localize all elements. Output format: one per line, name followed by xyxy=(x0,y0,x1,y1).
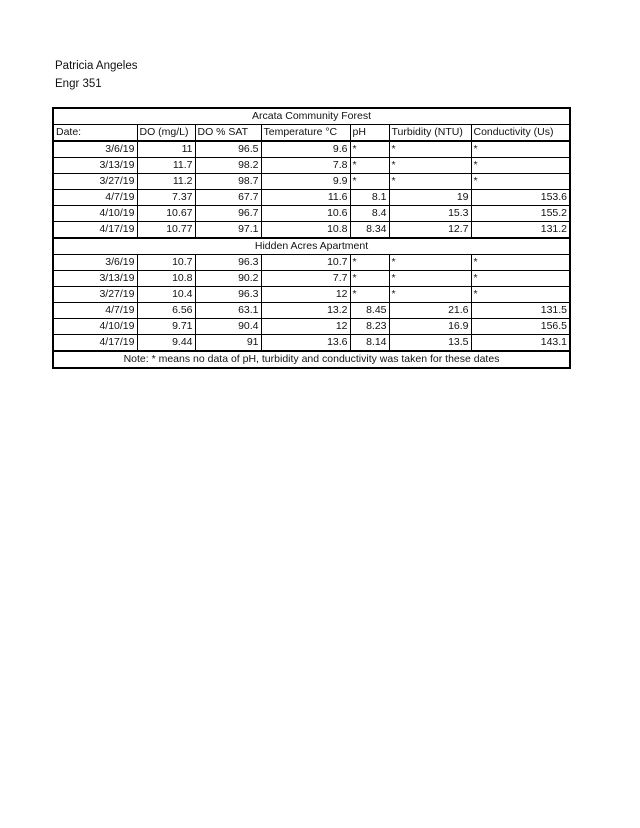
cell-do-sat: 90.4 xyxy=(195,319,261,335)
cell-do-mgl: 6.56 xyxy=(137,303,195,319)
cell-turbidity: * xyxy=(389,174,471,190)
cell-temperature: 10.7 xyxy=(261,255,350,271)
cell-do-sat: 96.3 xyxy=(195,255,261,271)
cell-ph: 8.45 xyxy=(350,303,389,319)
column-header-ph: pH xyxy=(350,125,389,142)
cell-do-sat: 91 xyxy=(195,335,261,352)
cell-temperature: 12 xyxy=(261,319,350,335)
cell-turbidity: 19 xyxy=(389,190,471,206)
cell-do-mgl: 10.4 xyxy=(137,287,195,303)
cell-conductivity: 155.2 xyxy=(471,206,570,222)
cell-temperature: 9.6 xyxy=(261,141,350,158)
table-row xyxy=(53,222,570,239)
cell-ph: 8.1 xyxy=(350,190,389,206)
section-title: Hidden Acres Apartment xyxy=(53,238,570,255)
cell-do-mgl: 10.77 xyxy=(137,222,195,239)
section-title: Arcata Community Forest xyxy=(53,108,570,125)
cell-ph: 8.34 xyxy=(350,222,389,239)
cell-temperature: 11.6 xyxy=(261,190,350,206)
cell-conductivity: 153.6 xyxy=(471,190,570,206)
cell-turbidity: * xyxy=(389,141,471,158)
table-row xyxy=(53,206,570,222)
note-row xyxy=(53,351,570,368)
column-header-temperature: Temperature °C xyxy=(261,125,350,142)
cell-do-sat: 98.2 xyxy=(195,158,261,174)
table-note: Note: * means no data of pH, turbidity and conductivity was taken for these dates xyxy=(53,351,570,368)
cell-conductivity: 156.5 xyxy=(471,319,570,335)
cell-temperature: 7.7 xyxy=(261,271,350,287)
cell-turbidity: * xyxy=(389,255,471,271)
cell-do-sat: 90.2 xyxy=(195,271,261,287)
cell-date: 4/7/19 xyxy=(53,190,137,206)
table-row xyxy=(53,303,570,319)
table-row xyxy=(53,255,570,271)
cell-turbidity: * xyxy=(389,158,471,174)
column-header-date: Date: xyxy=(53,125,137,142)
column-header-do-sat: DO % SAT xyxy=(195,125,261,142)
cell-conductivity: * xyxy=(471,174,570,190)
cell-conductivity: * xyxy=(471,255,570,271)
table-row xyxy=(53,287,570,303)
table-row xyxy=(53,141,570,158)
cell-do-sat: 97.1 xyxy=(195,222,261,239)
cell-do-sat: 96.5 xyxy=(195,141,261,158)
cell-do-mgl: 11.7 xyxy=(137,158,195,174)
cell-ph: * xyxy=(350,158,389,174)
cell-do-mgl: 10.8 xyxy=(137,271,195,287)
cell-do-sat: 96.3 xyxy=(195,287,261,303)
column-header-turbidity: Turbidity (NTU) xyxy=(389,125,471,142)
cell-do-mgl: 9.71 xyxy=(137,319,195,335)
table-row xyxy=(53,271,570,287)
cell-ph: * xyxy=(350,255,389,271)
table-body xyxy=(53,108,570,368)
column-header-row xyxy=(53,125,570,142)
cell-turbidity: 16.9 xyxy=(389,319,471,335)
cell-temperature: 7.8 xyxy=(261,158,350,174)
cell-do-sat: 98.7 xyxy=(195,174,261,190)
cell-do-sat: 67.7 xyxy=(195,190,261,206)
cell-date: 3/6/19 xyxy=(53,141,137,158)
cell-conductivity: * xyxy=(471,287,570,303)
cell-turbidity: * xyxy=(389,287,471,303)
cell-do-mgl: 9.44 xyxy=(137,335,195,352)
cell-turbidity: 12.7 xyxy=(389,222,471,239)
cell-temperature: 10.6 xyxy=(261,206,350,222)
cell-do-sat: 96.7 xyxy=(195,206,261,222)
table-row xyxy=(53,190,570,206)
cell-date: 3/13/19 xyxy=(53,158,137,174)
cell-ph: 8.4 xyxy=(350,206,389,222)
cell-ph: * xyxy=(350,287,389,303)
cell-conductivity: * xyxy=(471,158,570,174)
cell-date: 4/10/19 xyxy=(53,319,137,335)
water-quality-table xyxy=(52,107,571,369)
cell-turbidity: 13.5 xyxy=(389,335,471,352)
cell-date: 3/13/19 xyxy=(53,271,137,287)
cell-do-mgl: 10.67 xyxy=(137,206,195,222)
section-title-row xyxy=(53,108,570,125)
cell-date: 4/10/19 xyxy=(53,206,137,222)
cell-ph: * xyxy=(350,271,389,287)
section-title-row xyxy=(53,238,570,255)
author-name: Patricia Angeles xyxy=(55,60,138,72)
table-row xyxy=(53,319,570,335)
course-code: Engr 351 xyxy=(55,78,102,90)
cell-temperature: 10.8 xyxy=(261,222,350,239)
cell-conductivity: * xyxy=(471,141,570,158)
cell-do-mgl: 10.7 xyxy=(137,255,195,271)
table-row xyxy=(53,158,570,174)
column-header-conductivity: Conductivity (Us) xyxy=(471,125,570,142)
cell-date: 3/27/19 xyxy=(53,287,137,303)
cell-temperature: 13.2 xyxy=(261,303,350,319)
cell-temperature: 12 xyxy=(261,287,350,303)
column-header-do-mgl: DO (mg/L) xyxy=(137,125,195,142)
cell-turbidity: 21.6 xyxy=(389,303,471,319)
cell-do-mgl: 7.37 xyxy=(137,190,195,206)
cell-conductivity: 131.2 xyxy=(471,222,570,239)
cell-do-mgl: 11 xyxy=(137,141,195,158)
cell-date: 4/17/19 xyxy=(53,335,137,352)
cell-ph: 8.23 xyxy=(350,319,389,335)
cell-turbidity: 15.3 xyxy=(389,206,471,222)
table-row xyxy=(53,174,570,190)
cell-date: 4/7/19 xyxy=(53,303,137,319)
cell-ph: 8.14 xyxy=(350,335,389,352)
table-row xyxy=(53,335,570,352)
cell-do-sat: 63.1 xyxy=(195,303,261,319)
cell-conductivity: 143.1 xyxy=(471,335,570,352)
cell-turbidity: * xyxy=(389,271,471,287)
cell-temperature: 9.9 xyxy=(261,174,350,190)
cell-conductivity: * xyxy=(471,271,570,287)
cell-date: 3/6/19 xyxy=(53,255,137,271)
cell-date: 4/17/19 xyxy=(53,222,137,239)
cell-ph: * xyxy=(350,141,389,158)
cell-ph: * xyxy=(350,174,389,190)
cell-do-mgl: 11.2 xyxy=(137,174,195,190)
cell-date: 3/27/19 xyxy=(53,174,137,190)
cell-conductivity: 131.5 xyxy=(471,303,570,319)
cell-temperature: 13.6 xyxy=(261,335,350,352)
